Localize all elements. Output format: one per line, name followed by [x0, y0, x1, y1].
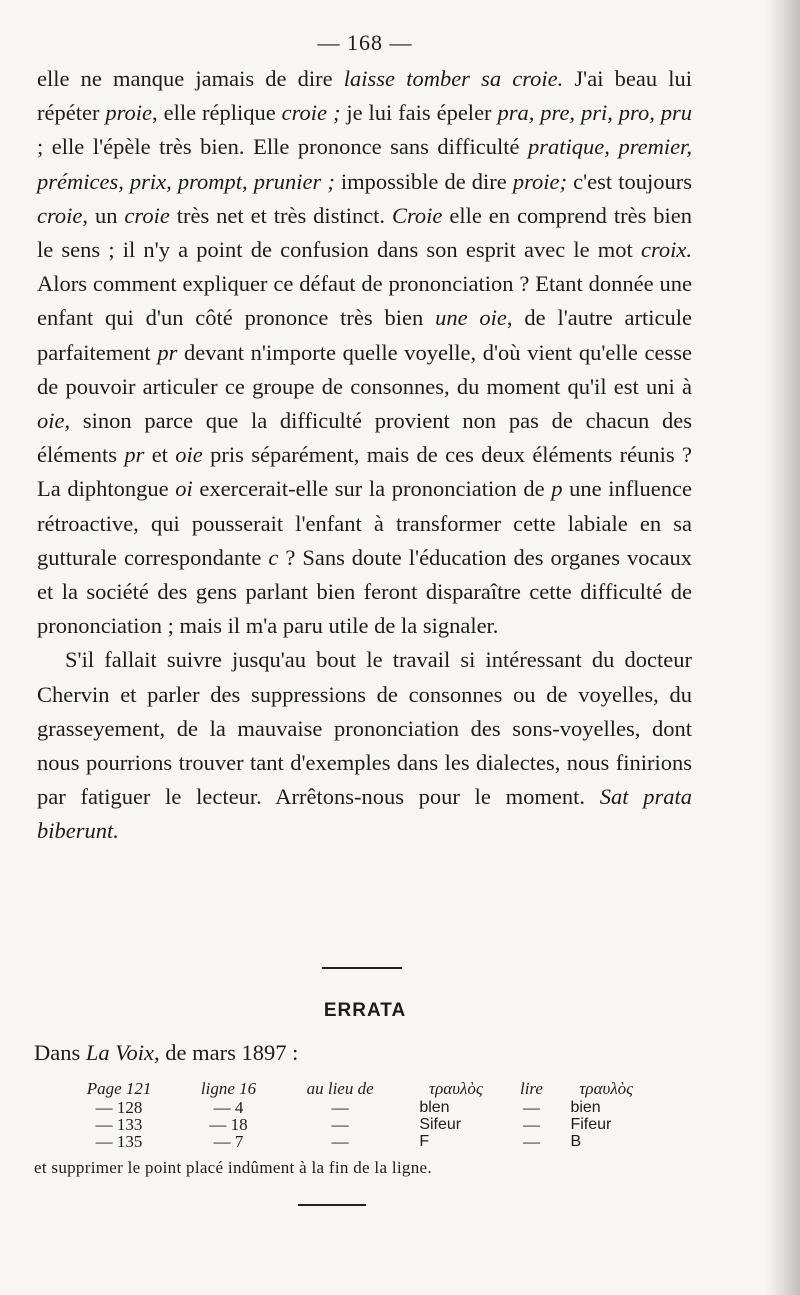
errata-cell: —: [331, 1115, 349, 1134]
italic-text: proie;: [512, 168, 568, 194]
text-run: c'est toujours: [567, 168, 692, 194]
errata-cell: Fifeur: [570, 1116, 612, 1133]
text-run: elle en comprend très bien le sens ; il n'y a point de confusion dans son esprit avec le mot: [37, 202, 693, 263]
errata-cell: Sifeur: [419, 1116, 462, 1133]
errata-title: ERRATA: [323, 1000, 407, 1021]
text-run: S'il fallait suivre jusqu'au bout le travail si intéressant du docteur Chervin et parler des suppressions de consonnes ou de voyelles, du grasseyement, de la mauvaise prononciation des sons-voyelles, dont nous pourrions trouver tant d'exemples dans les dialectes, nous finirions par fatiguer le lecteur. Arrêtons-nous pour le moment.: [37, 647, 692, 810]
text-run: elle ne manque jamais de dire: [37, 66, 344, 91]
italic-text: pr: [157, 339, 178, 365]
italic-text: pr: [124, 442, 145, 468]
errata-header-line: ligne 16: [200, 1079, 257, 1098]
italic-text: croix.: [640, 237, 692, 263]
text-run: je lui fais épeler: [340, 100, 498, 126]
end-rule: [298, 1204, 366, 1206]
paragraph: [37, 62, 692, 643]
errata-row: [60, 1099, 660, 1116]
italic-text: laisse tomber sa croie.: [343, 66, 564, 91]
italic-text: oie: [175, 442, 203, 468]
errata-intro: Dans La Voix, de mars 1897 :: [34, 1040, 299, 1065]
errata-cell: — 4: [213, 1098, 244, 1117]
text-run: , sinon parce que la difficulté provient non pas de chacun des éléments: [37, 408, 692, 468]
errata-header-instead: au lieu de: [306, 1079, 374, 1098]
italic-text: pratique, premier, prémices, prix, prompt, prunier ;: [37, 134, 692, 194]
errata-note: et supprimer le point placé indûment à la fin de la ligne.: [34, 1158, 432, 1177]
paragraph: [37, 643, 692, 848]
italic-text: p: [551, 476, 563, 502]
errata-cell: — 7: [213, 1132, 244, 1151]
italic-text: croie: [37, 202, 83, 228]
separator-rule: [322, 967, 402, 969]
text-run: une influence rétroactive, qui pousserait l'enfant à transformer cette labiale en sa gutturale correspondante: [37, 476, 692, 570]
errata-cell: F: [419, 1133, 430, 1150]
errata-cell: —: [522, 1115, 540, 1134]
errata-header-page: Page 121: [86, 1079, 152, 1098]
italic-text: croie ;: [281, 100, 341, 126]
errata-cell: —: [331, 1098, 349, 1117]
italic-text: Sat prata biberunt.: [37, 784, 692, 844]
text-run: très net et très distinct.: [169, 202, 392, 228]
text-run: ; elle l'épèle très bien. Elle prononce sans difficulté: [37, 134, 529, 160]
errata-table: [60, 1080, 660, 1150]
text-run: ? Sans doute l'éducation des organes vocaux et la société des gens parlant bien feront disparaître cette difficulté de prononciation ; mais il m'a paru utile de la signaler.: [37, 544, 692, 639]
text-run: pris séparément, mais de ces deux éléments réunis ? La diphtongue: [37, 442, 692, 502]
errata-cell: —: [522, 1132, 540, 1151]
errata-cell: — 128: [95, 1098, 143, 1117]
text-run: et: [144, 442, 176, 468]
errata-header-greek-1: τραυλὸς: [429, 1079, 483, 1098]
text-run: devant n'importe quelle voyelle, d'où vient qu'elle cesse de pouvoir articuler ce groupe de consonnes, du moment qu'il est uni à: [37, 339, 692, 399]
page-number: — 168 —: [317, 30, 413, 55]
italic-text: une oie: [435, 305, 507, 331]
errata-cell: blen: [419, 1099, 450, 1116]
errata-header-row: [60, 1080, 660, 1099]
italic-text: pra, pre, pri, pro, pru: [497, 100, 692, 126]
page-edge-shadow: [766, 0, 800, 1295]
errata-row: [60, 1116, 660, 1133]
italic-text: proie: [105, 100, 153, 126]
text-run: , elle réplique: [152, 100, 282, 126]
errata-row: [60, 1133, 660, 1150]
errata-cell: — 133: [95, 1115, 143, 1134]
italic-text: oi: [175, 476, 193, 502]
text-run: exercerait-elle sur la prononciation de: [192, 476, 552, 502]
text-run: , un: [82, 202, 125, 228]
body-text: [37, 62, 692, 849]
italic-text: c: [268, 544, 279, 570]
errata-cell: B: [570, 1133, 582, 1150]
errata-cell: —: [331, 1132, 349, 1151]
errata-cell: — 135: [95, 1132, 143, 1151]
italic-text: croie: [124, 202, 170, 228]
italic-text: Croie: [392, 202, 443, 228]
italic-text: oie: [37, 408, 65, 434]
text-run: Alors comment expliquer ce défaut de prononciation ? Etant donnée une enfant qui d'un côté prononce très bien: [37, 271, 692, 331]
errata-cell: —: [522, 1098, 540, 1117]
text-run: , de l'autre articule parfaitement: [37, 305, 693, 365]
errata-header-read: lire: [519, 1079, 543, 1098]
errata-cell: — 18: [209, 1115, 248, 1134]
text-run: impossible de dire: [334, 168, 513, 194]
text-run: J'ai beau lui répéter: [37, 66, 693, 126]
errata-cell: bien: [570, 1099, 601, 1116]
errata-header-greek-2: τραυλὸς: [579, 1079, 634, 1098]
